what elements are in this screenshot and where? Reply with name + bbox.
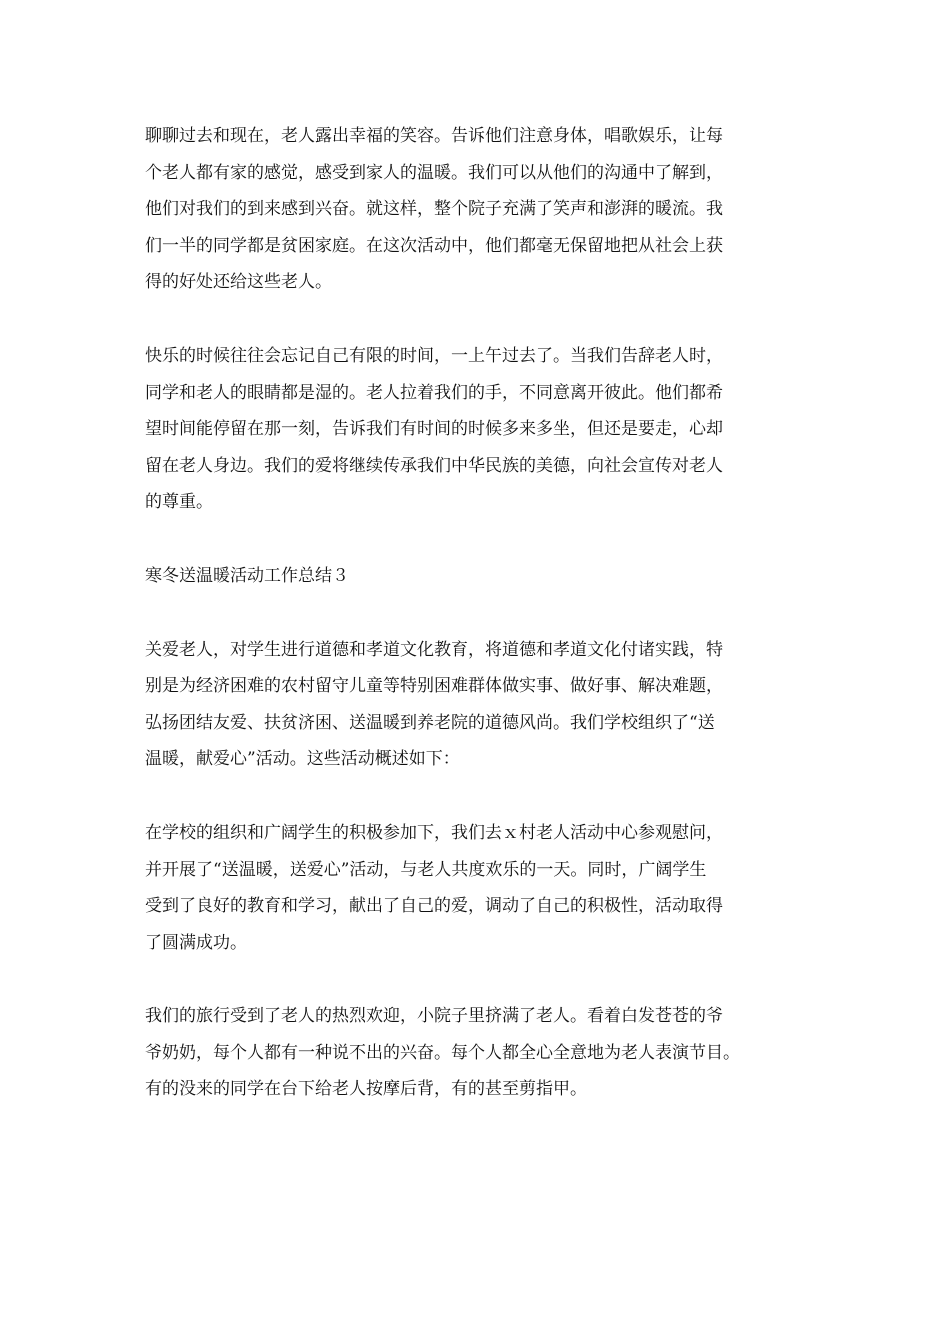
text-line: 关爱老人，对学生进行道德和孝道文化教育，将道德和孝道文化付诸实践，特 [145,639,723,660]
text-line: 留在老人身边。我们的爱将继续传承我们中华民族的美德，向社会宣传对老人 [145,455,723,476]
text-line: 我们的旅行受到了老人的热烈欢迎，小院子里挤满了老人。看着白发苍苍的爷 [145,1006,723,1027]
text-line: 望时间能停留在那一刻，告诉我们有时间的时候多来多坐，但还是要走，心却 [145,419,723,440]
text-line: 们一半的同学都是贫困家庭。在这次活动中，他们都毫无保留地把从社会上获 [145,235,723,256]
paragraph-1 [145,118,815,301]
text-line: 个老人都有家的感觉，感受到家人的温暖。我们可以从他们的沟通中了解到， [145,162,723,183]
text-line: 受到了良好的教育和学习，献出了自己的爱，调动了自己的积极性，活动取得 [145,896,723,917]
text-line: 别是为经济困难的农村留守儿童等特别困难群体做实事、做好事、解决难题， [145,676,723,697]
paragraph-2 [145,338,815,521]
text-line: 的尊重。 [145,492,213,513]
text-line: 并开展了“送温暖，送爱心”活动，与老人共度欢乐的一天。同时，广阔学生 [145,859,707,880]
text-line: 得的好处还给这些老人。 [145,272,332,293]
paragraph-4 [145,815,815,961]
text-line: 温暖，献爱心”活动。这些活动概述如下： [145,749,460,770]
text-line: 爷奶奶，每个人都有一种说不出的兴奋。每个人都全心全意地为老人表演节目。 [145,1042,740,1063]
document-body [145,118,815,1145]
text-line: 弘扬团结友爱、扶贫济困、送温暖到养老院的道德风尚。我们学校组织了“送 [145,712,715,733]
text-line: 有的没来的同学在台下给老人按摩后背，有的甚至剪指甲。 [145,1079,587,1100]
text-line: 了圆满成功。 [145,932,247,953]
text-line: 在学校的组织和广阔学生的积极参加下，我们去ｘ村老人活动中心参观慰问， [145,822,723,843]
paragraph-5 [145,998,815,1108]
paragraph-3 [145,632,815,778]
text-line: 同学和老人的眼睛都是湿的。老人拉着我们的手，不同意离开彼此。他们都希 [145,382,723,403]
text-line: 快乐的时候往往会忘记自己有限的时间，一上午过去了。当我们告辞老人时， [145,345,723,366]
heading-text: 寒冬送温暖活动工作总结３ [145,565,349,586]
text-line: 他们对我们的到来感到兴奋。就这样，整个院子充满了笑声和澎湃的暖流。我 [145,199,723,220]
section-heading [145,558,815,595]
text-line: 聊聊过去和现在，老人露出幸福的笑容。告诉他们注意身体，唱歌娱乐，让每 [145,126,723,146]
